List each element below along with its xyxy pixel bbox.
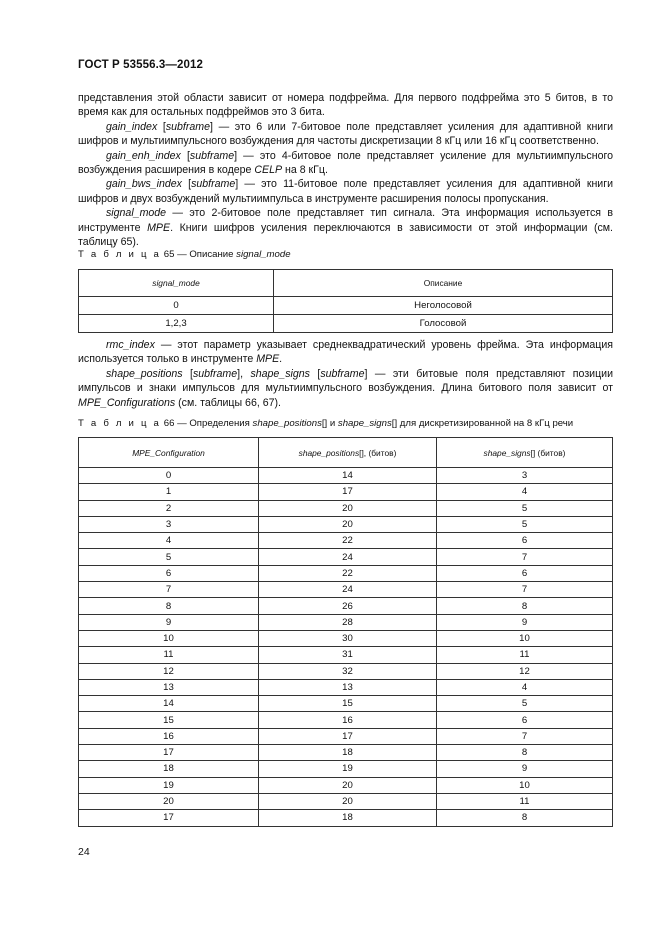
table-row (79, 745, 613, 761)
table-66-caption: Т а б л и ц а 66 — Определения shape_positions[] и shape_signs[] для дискретизированной на 8 кГц речи (78, 418, 574, 429)
table-cell: 28 (259, 614, 437, 630)
table-cell: 5 (437, 516, 613, 532)
table-header-row (79, 270, 613, 297)
table-cell: 8 (437, 745, 613, 761)
table-cell: 18 (259, 810, 437, 826)
paragraph-gain-index: gain_index [subframe] — это 6 или 7-битовое поле представляет усиления для адаптивной книги шифров и мультиимпульсного возбуждения для частоты дискретизации 8 кГц или 16 кГц соответственно. (78, 120, 613, 148)
table-cell: 18 (79, 761, 259, 777)
table-cell: 10 (437, 777, 613, 793)
table-cell: 7 (79, 582, 259, 598)
table-row (79, 810, 613, 826)
table-cell: 11 (437, 647, 613, 663)
table-cell: 20 (259, 500, 437, 516)
table-cell: 14 (79, 696, 259, 712)
table-cell: 0 (79, 468, 259, 484)
table-cell: 6 (437, 712, 613, 728)
paragraph-gain-bws-index: gain_bws_index [subframe] — это 11-битовое поле представляет усиления для адаптивной книги шифров и двух возбуждений мультиимпульса в инструменте расширения полосы пропускания. (78, 178, 614, 205)
table-cell: 24 (259, 549, 437, 565)
table-row (79, 761, 613, 777)
table-cell: 1,2,3 (79, 315, 274, 333)
table-cell: 24 (259, 582, 437, 598)
table-cell: 20 (79, 793, 259, 809)
column-header: MPE_Configuration (79, 438, 259, 468)
table-cell: 8 (437, 598, 613, 614)
table-row (79, 500, 613, 516)
table-cell: 8 (437, 810, 613, 826)
middle-text (78, 338, 613, 410)
table-cell: 4 (79, 533, 259, 549)
table-row (79, 728, 613, 744)
table-row (79, 598, 613, 614)
table-cell: 10 (79, 630, 259, 646)
table-cell: 7 (437, 549, 613, 565)
table-cell: 6 (437, 533, 613, 549)
paragraph-rmc-index: rmc_index — этот параметр указывает среднеквадратический уровень фрейма. Эта информация используется только в инструменте MPE. (78, 339, 613, 366)
table-cell: 30 (259, 630, 437, 646)
table-cell: Неголосовой (274, 297, 613, 315)
paragraph-shape: shape_positions [subframe], shape_signs [subframe] — эти битовые поля представляют позиции импульсов и знаки импульсов для мультиимпульсного возбуждения. Длина битового поля зависит от MPE_Configurations (см. таблицы 66, 67). (78, 367, 613, 409)
table-cell: 16 (79, 728, 259, 744)
table-cell: 18 (259, 745, 437, 761)
table-row (79, 647, 613, 663)
column-header: signal_mode (79, 270, 274, 297)
table-cell: 17 (259, 484, 437, 500)
paragraph: представления этой области зависит от номера подфрейма. Для первого подфрейма это 5 битов, в то время как для остальных подфреймов это 3 бита. (78, 92, 613, 119)
table-cell: 9 (437, 614, 613, 630)
table-cell: 20 (259, 516, 437, 532)
table-cell: 12 (437, 663, 613, 679)
table-row (79, 793, 613, 809)
table-cell: 19 (79, 777, 259, 793)
table-cell: 10 (437, 630, 613, 646)
table-cell: 8 (79, 598, 259, 614)
table-cell: 15 (79, 712, 259, 728)
table-cell: 2 (79, 500, 259, 516)
table-cell: 20 (259, 777, 437, 793)
table-cell: 13 (259, 679, 437, 695)
table-cell: 5 (79, 549, 259, 565)
table-cell: 17 (79, 745, 259, 761)
table-cell: 11 (79, 647, 259, 663)
table-row (79, 533, 613, 549)
table-cell: 22 (259, 533, 437, 549)
table-cell: 13 (79, 679, 259, 695)
paragraph-signal-mode: signal_mode — это 2-битовое поле представляет тип сигнала. Эта информация используется в инструменте MPE. Книги шифров усиления переключаются в зависимости от этой информации (см. таблицу 65). (78, 207, 614, 249)
table-row (79, 712, 613, 728)
table-65-caption: Т а б л и ц а 65 — Описание signal_mode (78, 249, 291, 260)
table-cell: 31 (259, 647, 437, 663)
table-cell: 12 (79, 663, 259, 679)
table-cell: 19 (259, 761, 437, 777)
table-cell: 15 (259, 696, 437, 712)
table-cell: 17 (259, 728, 437, 744)
table-cell: 17 (79, 810, 259, 826)
table-cell: Голосовой (274, 315, 613, 333)
table-cell: 7 (437, 728, 613, 744)
table-row (79, 777, 613, 793)
table-cell: 1 (79, 484, 259, 500)
table-row (79, 549, 613, 565)
table-header-row (79, 438, 613, 468)
table-row (79, 315, 613, 333)
table-cell: 4 (437, 484, 613, 500)
table-row (79, 468, 613, 484)
column-header: shape_positions[], (битов) (259, 438, 437, 468)
table-66 (78, 437, 613, 827)
table-row (79, 297, 613, 315)
table-cell: 0 (79, 297, 274, 315)
table-row (79, 582, 613, 598)
table-row (79, 516, 613, 532)
table-cell: 14 (259, 468, 437, 484)
table-row (79, 484, 613, 500)
table-cell: 4 (437, 679, 613, 695)
table-cell: 20 (259, 793, 437, 809)
table-row (79, 614, 613, 630)
table-cell: 9 (437, 761, 613, 777)
table-row (79, 663, 613, 679)
page-number: 24 (78, 846, 90, 858)
table-cell: 26 (259, 598, 437, 614)
table-cell: 6 (437, 565, 613, 581)
intro-text (78, 91, 613, 249)
paragraph-gain-enh-index: gain_enh_index [subframe] — это 4-битовое поле представляет усиление для мультиимпульсного возбуждения расширения в кодере CELP на 8 кГц. (78, 149, 613, 177)
column-header: shape_signs[] (битов) (437, 438, 613, 468)
table-cell: 16 (259, 712, 437, 728)
table-cell: 5 (437, 500, 613, 516)
column-header: Описание (274, 270, 613, 297)
table-row (79, 696, 613, 712)
table-65 (78, 269, 613, 333)
table-cell: 32 (259, 663, 437, 679)
table-cell: 3 (437, 468, 613, 484)
table-cell: 22 (259, 565, 437, 581)
table-cell: 7 (437, 582, 613, 598)
table-cell: 5 (437, 696, 613, 712)
table-body (79, 468, 613, 827)
table-cell: 9 (79, 614, 259, 630)
table-row (79, 679, 613, 695)
table-cell: 11 (437, 793, 613, 809)
table-cell: 3 (79, 516, 259, 532)
document-header: ГОСТ Р 53556.3—2012 (78, 59, 203, 71)
table-cell: 6 (79, 565, 259, 581)
table-row (79, 565, 613, 581)
table-row (79, 630, 613, 646)
